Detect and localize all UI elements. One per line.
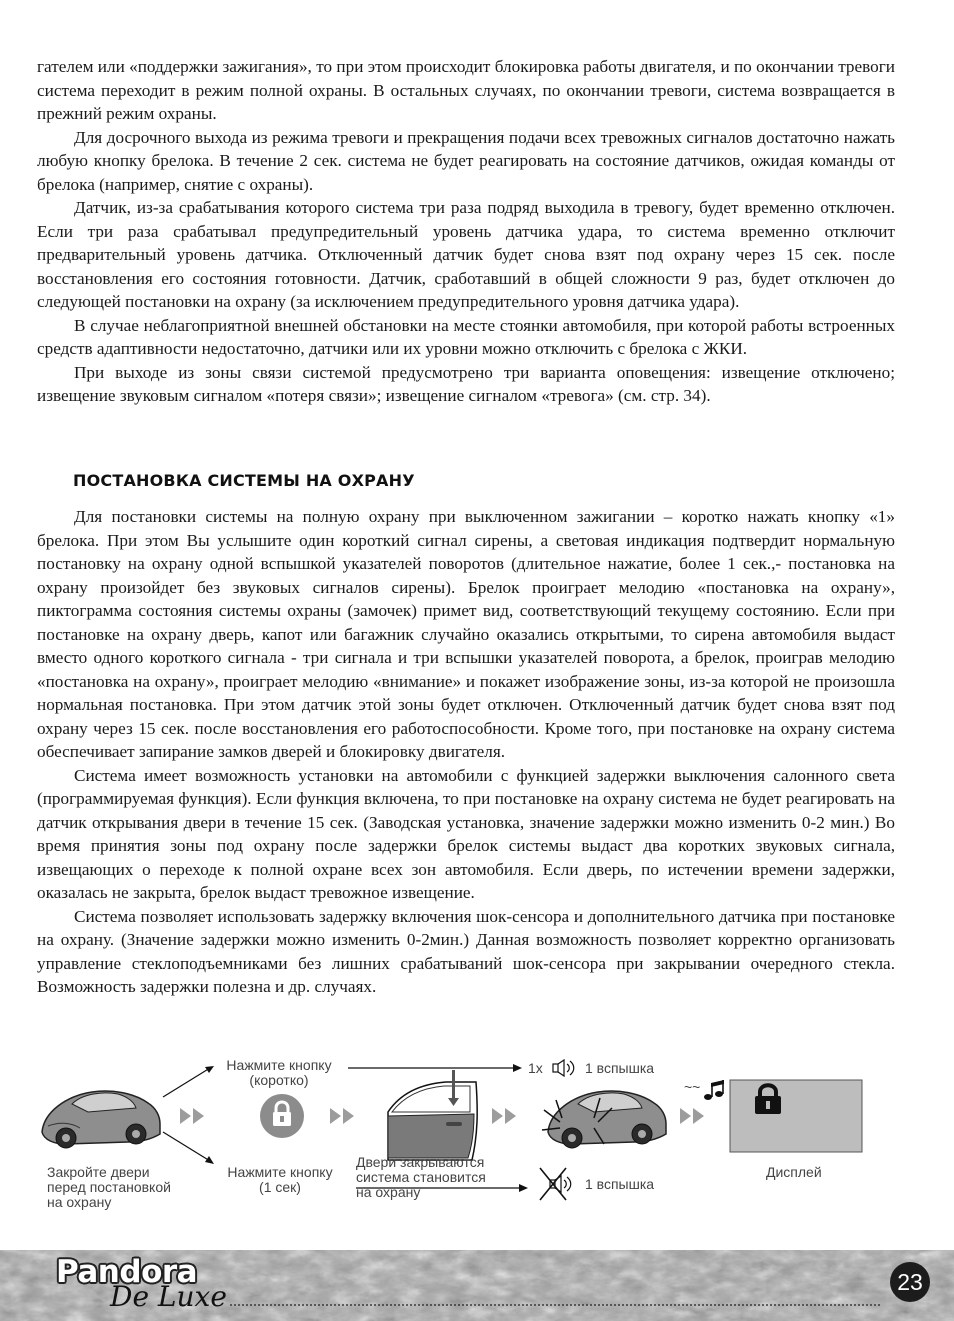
- paragraph: При выходе из зоны связи системой предусмотрено три варианта оповещения: извещение отключено; извещение звуковым сигналом «потеря связи»; извещение сигналом «тревога» (см. стр. 34).: [37, 362, 895, 405]
- label-line: на охрану: [47, 1194, 112, 1210]
- label-line: на охрану: [356, 1184, 421, 1200]
- doors-lock-label: [356, 1155, 486, 1200]
- car-flashing-icon: [542, 1091, 666, 1148]
- paragraph: Датчик, из-за срабатывания которого система три раза подряд выходила в тревогу, будет временно отключен. Если три раза срабатывал предупредительный уровень датчика удара, то система временно отключит предварительный уровень датчика. Отключенный датчик будет снова взят под охрану через 15 сек. после восстановления его состояния готовности. Датчик, сработавший в общей сложности 9 раз, будет отключен до следующей постановки на охрану (за исключением предупредительного уровня датчика удара).: [37, 198, 895, 311]
- paragraph: Для постановки системы на полную охрану при выключенном зажигании – коротко нажать кнопку «1» брелока. При этом Вы услышите один короткий сигнал сирены, а световая индикация подтвердит нормальную постановку на охрану одной вспышкой указателей поворотов (длительное нажатие, более 1 сек.,- постановка на охрану произойдет без звуковых сигналов сирены). Брелок проиграет мелодию «постановка на охрану», пиктограмма состояния системы охраны (замочек) примет вид, соответствующий текущему состоянию. Если при постановке на охрану дверь, капот или багажник случайно оказались открытыми, то сирена автомобиля выдаст вместо одного короткого сигнала - три сигнала и три вспышки указателей поворота, а брелок, проиграв мелодию «постановка на охрану», проиграет мелодию «внимание» и покажет изображение зоны, из-за которой не произошла нормальная постановка. При этом датчик этой зоны будет отключен. Отключенный датчик будет снова взят под охрану через 15 сек. после восстановления его работоспособности. Кроме того, при постановке на охрану система обеспечивает запирание замков дверей и блокировку двигателя.: [37, 507, 895, 761]
- section-title: ПОСТАНОВКА СИСТЕМЫ НА ОХРАНУ: [73, 471, 415, 490]
- label-line: (коротко): [249, 1072, 309, 1088]
- paragraph: гателем или «поддержки зажигания», то при этом происходит блокировка работы двигателя, и по окончании тревоги система переходит в режим полной охраны. В остальных случаях, по окончании тревоги, система возвращается в прежний режим охраны.: [37, 57, 895, 123]
- flash-bottom-label: 1 вспышка: [585, 1176, 655, 1192]
- paragraph: Система имеет возможность установки на автомобили с функцией задержки выключения салонного света (программируемая функция). Если функция включена, то при постановке на охрану система не будет реагировать на датчик открывания двери в течение 15 сек. (Заводская установка, значение задержки можно изменить 0-2 мин.) Во время принятия зоны под охрану после задержки брелок системы выдаст два коротких звуковых сигнала, извещающих о переходе к полной охране всех зон автомобиля. Если дверь, по истечении времени задержки, оказалась не закрыта, брелок выдаст тревожное извещение.: [37, 765, 895, 902]
- car-icon: [42, 1091, 160, 1148]
- brand-sub: De Luxe: [110, 1280, 227, 1313]
- label-line: (1 сек): [259, 1179, 301, 1195]
- press-long-label: [218, 1165, 342, 1195]
- siren-icon: [553, 1060, 574, 1076]
- siren-muted-icon: [540, 1168, 571, 1200]
- body-text-main: [37, 505, 895, 999]
- sound-label: ~~: [684, 1079, 701, 1095]
- flash-top-label: 1 вспышка: [585, 1060, 655, 1076]
- label-line: Нажмите кнопку: [226, 1057, 332, 1073]
- count-label: 1x: [528, 1060, 543, 1076]
- paragraph: Система позволяет использовать задержку включения шок-сенсора и дополнительного датчика при постановке на охрану. (Значение задержки можно изменить 0-2мин.) Данная возможность позволяет корректно организовать управление стеклоподъемниками без лишних срабатываний шок-сенсора при закрывании очередного стекла. Возможность задержки полезна и др. случаях.: [37, 906, 895, 996]
- music-note-icon: [704, 1080, 724, 1100]
- label-line: Закройте двери: [47, 1164, 150, 1180]
- label-line: перед постановкой: [47, 1179, 171, 1195]
- page-number: 23: [890, 1262, 930, 1302]
- brand-logo: Pandora: [56, 1254, 198, 1290]
- display-label: Дисплей: [766, 1164, 822, 1180]
- lock-button-icon: [260, 1094, 304, 1138]
- paragraph: Для досрочного выхода из режима тревоги и прекращения подачи всех тревожных сигналов достаточно нажать любую кнопку брелока. В течение 2 сек. система не будет реагировать на состояние датчиков, ожидая команды от брелока (например, снятие с охраны).: [37, 127, 895, 194]
- label-line: система становится: [356, 1169, 486, 1185]
- label-line: Двери закрываются: [356, 1154, 485, 1170]
- display-icon: [730, 1080, 862, 1152]
- door-icon: [388, 1070, 477, 1160]
- close-doors-label: [47, 1165, 171, 1210]
- body-text-top: [37, 55, 895, 408]
- press-short-label: [218, 1058, 340, 1088]
- label-line: Нажмите кнопку: [227, 1164, 333, 1180]
- paragraph: В случае неблагоприятной внешней обстановки на месте стоянки автомобиля, при которой работы встроенных средств адаптивности недостаточно, датчики или их уровни можно отключить с брелока с ЖКИ.: [37, 315, 895, 358]
